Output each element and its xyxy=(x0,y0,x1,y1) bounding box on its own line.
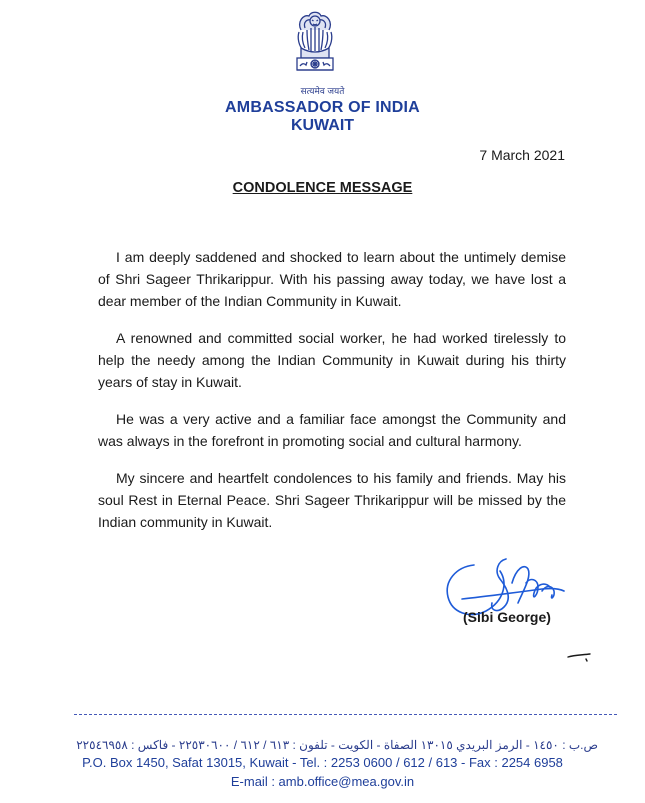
pen-mark xyxy=(566,651,592,665)
body-paragraph: He was a very active and a familiar face amongst the Community and was always in the forefront in promoting social and cultural harmony. xyxy=(98,411,566,449)
letterhead-title: AMBASSADOR OF INDIA xyxy=(225,99,420,116)
body-paragraph: A renowned and committed social worker, he had worked tirelessly to help the needy among the Indian Community in Kuwait during his thirty years of stay in Kuwait. xyxy=(98,330,566,390)
footer-arabic-address: ص.ب : ١٤٥٠ - الرمز البريدي ١٣٠١٥ الصفاة - الكويت - تلفون : ٦١٣ / ٦١٢ / ٢٢٥٣٠٦٠٠ - فاكس : ٢٢٥٤٦٩٥٨ xyxy=(76,738,598,752)
footer-divider xyxy=(74,714,617,715)
letter-date: 7 March 2021 xyxy=(479,147,565,163)
letter-body xyxy=(98,246,566,548)
letter-subject: CONDOLENCE MESSAGE xyxy=(232,180,413,196)
footer-email: E-mail : amb.office@mea.gov.in xyxy=(230,774,415,789)
body-paragraph: My sincere and heartfelt condolences to his family and friends. May his soul Rest in Eternal Peace. Shri Sageer Thrikarippur will be missed by the Indian community in Kuwait. xyxy=(98,470,566,530)
footer-address: P.O. Box 1450, Safat 13015, Kuwait - Tel. : 2253 0600 / 612 / 613 - Fax : 2254 6958 xyxy=(82,755,563,770)
letterhead-location: KUWAIT xyxy=(290,117,355,134)
body-paragraph: I am deeply saddened and shocked to learn about the untimely demise of Shri Sageer Thrikarippur. With his passing away today, we have lost a dear member of the Indian Community in Kuwait. xyxy=(98,249,566,309)
state-emblem-of-india-icon xyxy=(287,8,343,88)
emblem-motto: सत्यमेव जयते xyxy=(300,86,345,96)
signatory-name: (Sibi George) xyxy=(463,609,551,625)
